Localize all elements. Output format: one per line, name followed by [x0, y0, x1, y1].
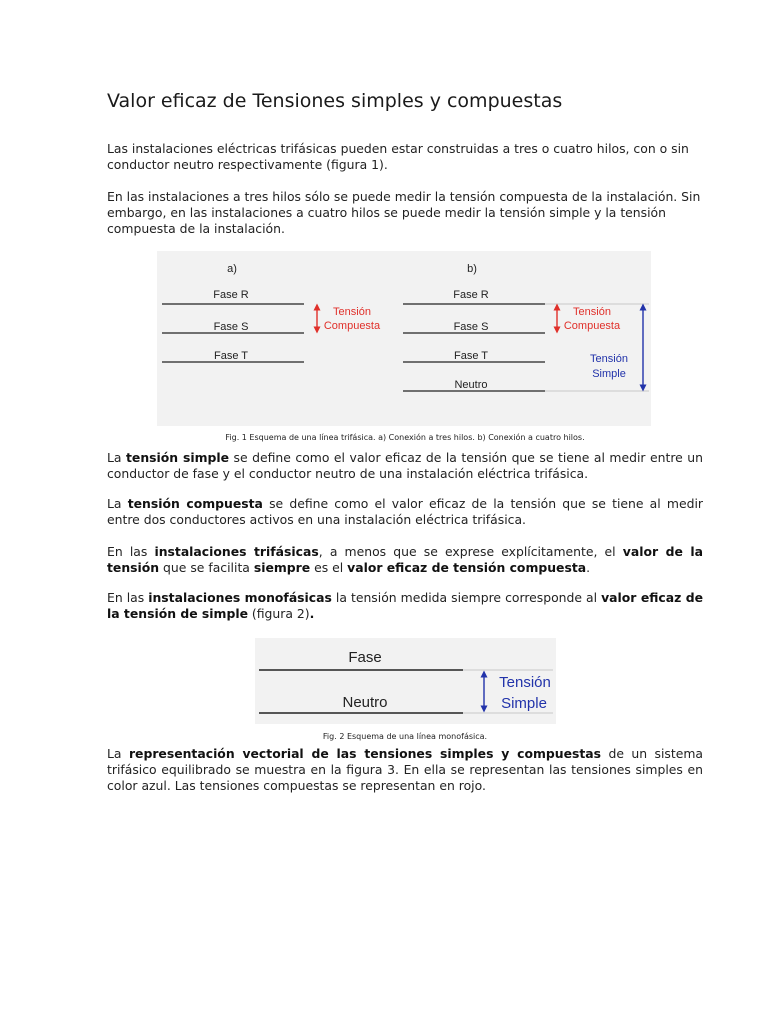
figure-2-single-phase-line [255, 638, 556, 724]
a-fase-t-label: Fase T [213, 350, 249, 362]
tension-simple-paragraph: La tensión simple se define como el valor eficaz de la tensión que se tiene al medir entre un conductor de fase y el conductor neutro de una instalación eléctrica trifásica. [107, 450, 704, 481]
page-title: Valor eficaz de Tensiones simples y compuestas [107, 90, 563, 112]
intro-paragraph: Las instalaciones eléctricas trifásicas pueden estar construidas a tres o cuatro hilos, con o sin conductor neutro respectivamente (figura 1). [107, 141, 689, 172]
figure-1-three-phase-line [157, 251, 651, 426]
b-fase-s-label: Fase S [453, 321, 489, 333]
tension-compuesta-paragraph: La tensión compuesta se define como el valor eficaz de la tensión que se tiene al medir entre dos conductores activos en una instalación eléctrica trifásica. [107, 496, 703, 527]
figure-1-diagram [157, 251, 651, 426]
fig2-tension-label: Tensión [499, 674, 551, 691]
a-fase-r-label: Fase R [213, 289, 249, 301]
vectorial-term: representación vectorial de las tensiones simples y compuestas [128, 746, 602, 761]
a-tension-label: Tensión [333, 306, 371, 318]
b-fase-r-label: Fase R [453, 289, 489, 301]
a-compuesta-label: Compuesta [323, 320, 381, 332]
fig2-neutro-label: Neutro [342, 694, 388, 711]
b-neutro-label: Neutro [454, 379, 488, 391]
a-fase-s-label: Fase S [213, 321, 249, 333]
panel-a-label: a) [227, 263, 237, 275]
b-simple-label: Simple [592, 368, 626, 380]
trifasicas-paragraph: En las instalaciones trifásicas, a menos que se exprese explícitamente, el valor de la tensión que se facilita siempre es el valor eficaz de tensión compuesta. [107, 544, 703, 575]
figure-1-caption: Fig. 1 Esquema de una línea trifásica. a) Conexión a tres hilos. b) Conexión a cuatro hilos. [225, 433, 585, 442]
b-compuesta-label: Compuesta [563, 320, 621, 332]
tension-compuesta-term: tensión compuesta [127, 496, 263, 511]
monofasicas-paragraph: En las instalaciones monofásicas la tensión medida siempre corresponde al valor eficaz de la tensión de simple (figura 2). [107, 590, 703, 621]
panel-b-label: b) [467, 263, 477, 275]
vectorial-paragraph: La representación vectorial de las tensiones simples y compuestas de un sistema trifásico equilibrado se muestra en la figura 3. En ella se representan las tensiones simples en color azul. Las tensiones compuestas se representan en rojo. [107, 746, 704, 793]
b-tension-compuesta-label: Tensión [573, 306, 611, 318]
fig2-fase-label: Fase [348, 649, 382, 666]
b-fase-t-label: Fase T [453, 350, 489, 362]
figure-2-diagram [255, 638, 556, 724]
three-four-wire-paragraph: En las instalaciones a tres hilos sólo se puede medir la tensión compuesta de la instalación. Sin embargo, en las instalaciones a cuatro hilos se puede medir la tensión simple y la tensión compuesta de la instalación. [107, 189, 701, 236]
figure-2-caption: Fig. 2 Esquema de una línea monofásica. [322, 732, 488, 741]
b-tension-simple-label: Tensión [590, 353, 628, 365]
fig2-simple-label: Simple [501, 695, 547, 712]
tension-simple-term: tensión simple [126, 450, 230, 465]
